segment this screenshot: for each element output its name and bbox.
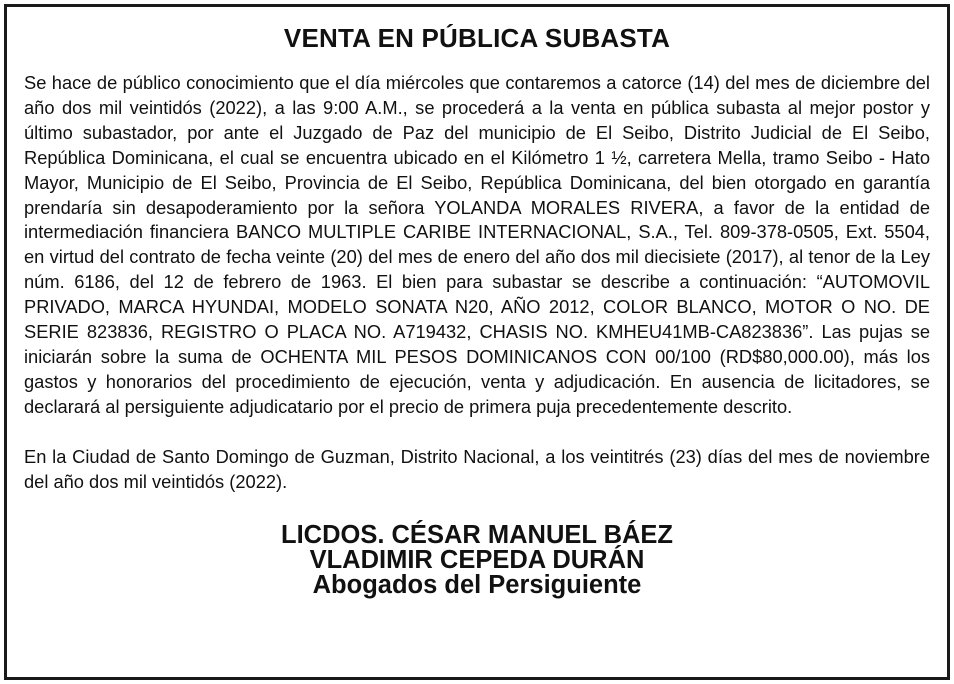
- notice-body-paragraph: Se hace de público conocimiento que el día miércoles que contaremos a catorce (14) del mes de diciembre del año dos mil veintidós (2022), a las 9:00 A.M., se procederá a la venta en pública subasta al mejor postor y último subastador, por ante el Juzgado de Paz del municipio de El Seibo, Distrito Judicial de El Seibo, República Dominicana, el cual se encuentra ubicado en el Kilómetro 1 ½, carretera Mella, tramo Seibo - Hato Mayor, Municipio de El Seibo, Provincia de El Seibo, República Dominicana, del bien otorgado en garantía prendaría sin desapoderamiento por la señora YOLANDA MORALES RIVERA, a favor de la entidad de intermediación financiera BANCO MULTIPLE CARIBE INTERNACIONAL, S.A., Tel. 809-378-0505, Ext. 5504, en virtud del contrato de fecha veinte (20) del mes de enero del año dos mil diecisiete (2017), al tenor de la Ley núm. 6186, del 12 de febrero de 1963. El bien para subastar se describe a continuación: “AUTOMOVIL PRIVADO, MARCA HYUNDAI, MODELO SONATA N20, AÑO 2012, COLOR BLANCO, MOTOR O NO. DE SERIE 823836, REGISTRO O PLACA NO. A719432, CHASIS NO. KMHEU41MB-CA823836”. Las pujas se iniciarán sobre la suma de OCHENTA MIL PESOS DOMINICANOS CON 00/100 (RD$80,000.00), más los gastos y honorarios del procedimiento de ejecución, venta y adjudicación. En ausencia de licitadores, se declarará al persiguiente adjudicatario por el precio de primera puja precedentemente descrito.: [24, 72, 930, 417]
- notice-date-paragraph: En la Ciudad de Santo Domingo de Guzman, Distrito Nacional, a los veintitrés (23) días del mes de noviembre del año dos mil veintidós (2022).: [24, 445, 930, 492]
- signature-line-name: VLADIMIR CEPEDA DURÁN: [309, 545, 645, 574]
- signature-block: [24, 520, 930, 599]
- signature-line-role: Abogados del Persiguiente: [312, 570, 642, 599]
- notice-title: VENTA EN PÚBLICA SUBASTA: [283, 23, 671, 53]
- legal-notice-box: [4, 4, 950, 680]
- signature-line-lawyers: LICDOS. CÉSAR MANUEL BÁEZ: [281, 520, 673, 549]
